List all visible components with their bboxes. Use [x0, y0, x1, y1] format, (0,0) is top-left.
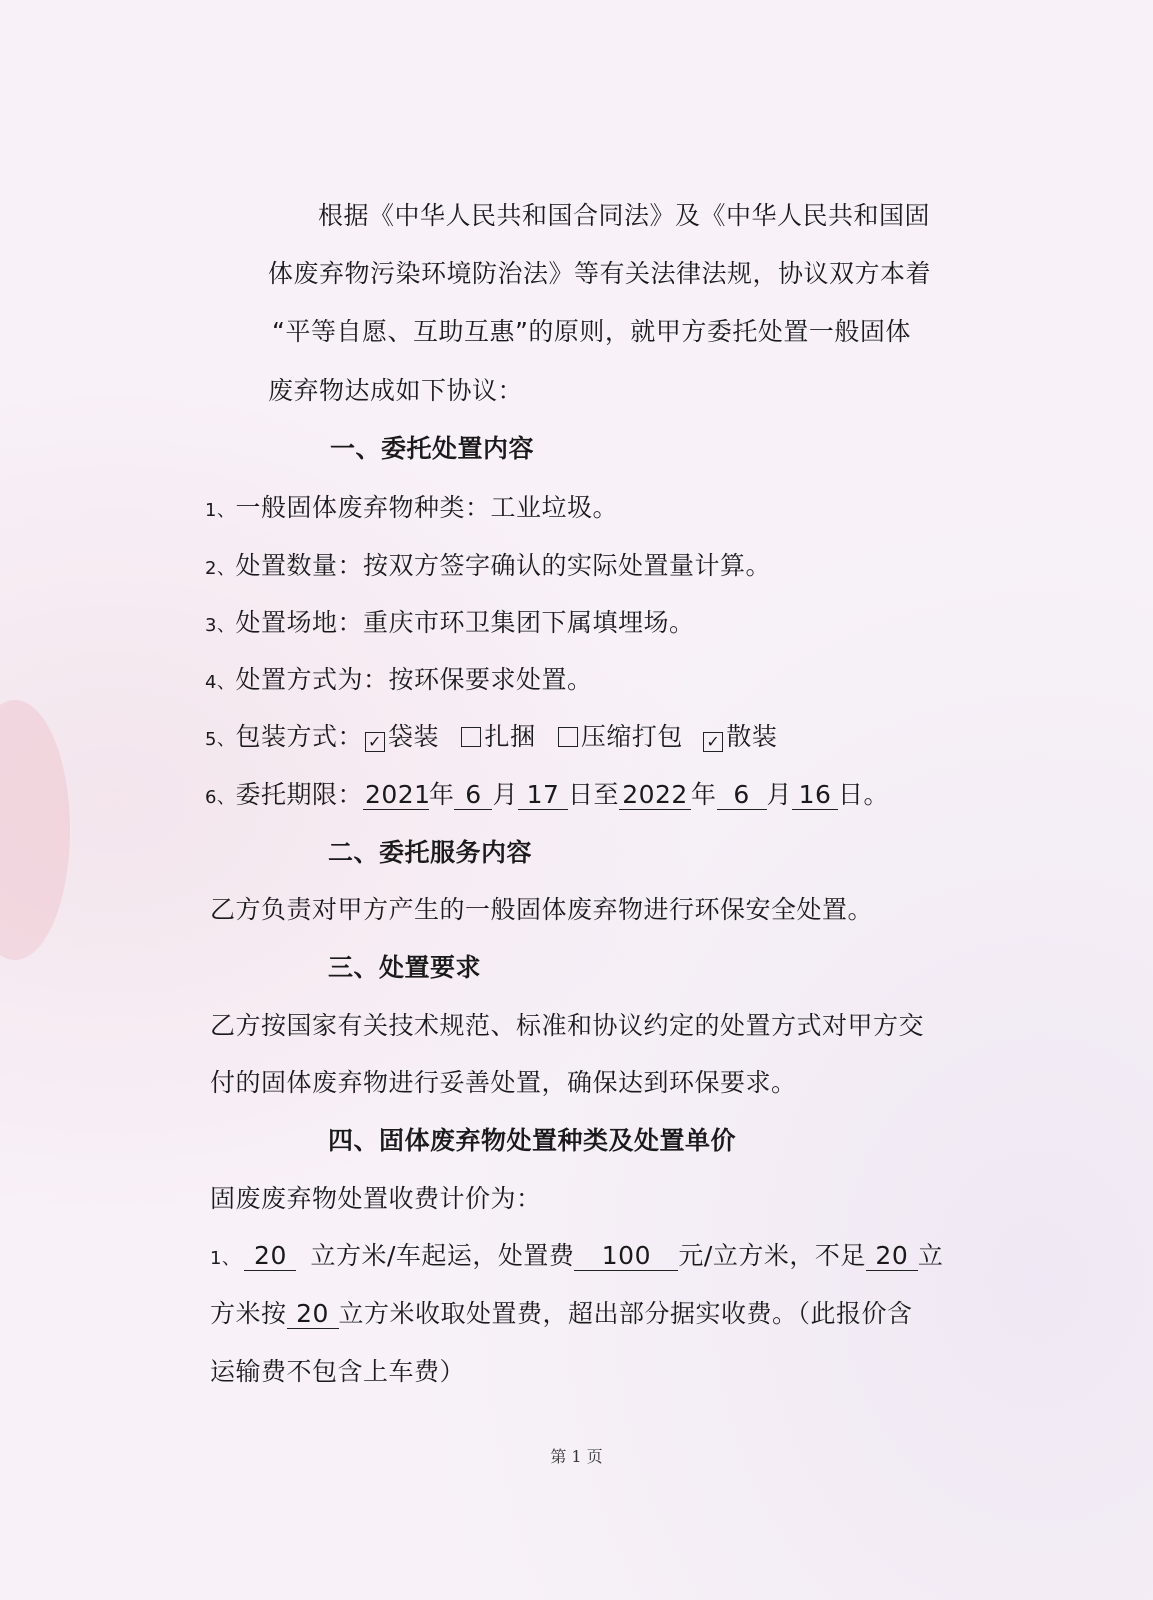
item-number: 5、 [205, 729, 236, 750]
option-bag-label: 袋装 [387, 722, 439, 751]
s1-item-2 [205, 550, 771, 585]
start-day: 17 [518, 781, 568, 810]
year-unit: 年 [428, 780, 455, 809]
checkbox-bag[interactable] [365, 732, 385, 752]
price-line-2 [210, 1298, 913, 1330]
checkbox-bundle[interactable] [461, 727, 481, 747]
item-text: 处置数量：按双方签字确认的实际处置量计算。 [235, 551, 771, 580]
end-month: 6 [717, 781, 767, 810]
s1-item-1 [205, 492, 618, 527]
price-text-2: 元/立方米，不足 [678, 1241, 866, 1270]
packaging-label: 包装方式： [235, 722, 363, 751]
month-unit: 月 [492, 780, 518, 809]
min-volume: 20 [244, 1242, 296, 1271]
min-charge-volume: 20 [866, 1242, 918, 1271]
price-line-1 [210, 1240, 943, 1275]
section-4-heading: 四、固体废弃物处置种类及处置单价 [328, 1126, 737, 1155]
start-month: 6 [454, 781, 492, 810]
start-year: 2021 [364, 780, 431, 809]
day-to: 日至 [568, 780, 620, 809]
intro-line-1: 根据《中华人民共和国合同法》及《中华人民共和国固 [318, 201, 931, 230]
option-bundle-label: 扎捆 [484, 722, 536, 751]
end-text: 日。 [838, 780, 890, 809]
section-1-heading: 一、委托处置内容 [330, 434, 535, 463]
intro-line-4: 废弃物达成如下协议： [268, 376, 524, 405]
item-text: 处置场地：重庆市环卫集团下属填埋场。 [235, 608, 695, 637]
price-line-3: 运输费不包含上车费） [210, 1357, 466, 1386]
item-text: 处置方式为：按环保要求处置。 [235, 665, 593, 694]
charge-volume: 20 [287, 1300, 339, 1329]
price-text-5: 立方米收取处置费，超出部分据实收费。（此报价含 [338, 1299, 913, 1328]
intro-line-2: 体废弃物污染环境防治法》等有关法律法规，协议双方本着 [268, 259, 932, 288]
section-2-text: 乙方负责对甲方产生的一般固体废弃物进行环保安全处置。 [210, 895, 874, 924]
red-stamp-bleed [0, 700, 70, 960]
section-3-line-1: 乙方按国家有关技术规范、标准和协议约定的处置方式对甲方交 [210, 1011, 925, 1040]
check-mark-icon: ✓ [706, 732, 721, 751]
price-text-4: 方米按 [210, 1299, 287, 1328]
page-number: 第 1 页 [550, 1447, 603, 1466]
section-3-heading: 三、处置要求 [328, 953, 482, 982]
item-number: 4、 [205, 672, 236, 693]
section-2-heading: 二、委托服务内容 [328, 838, 533, 867]
price-text-3: 立 [917, 1241, 944, 1270]
check-mark-icon: ✓ [368, 732, 382, 751]
item-number: 2、 [205, 558, 236, 579]
end-day: 16 [792, 781, 838, 810]
option-compress-label: 压缩打包 [580, 722, 683, 751]
s1-item-6-term [205, 779, 889, 814]
s1-item-3 [205, 607, 694, 642]
term-label: 委托期限： [235, 780, 363, 809]
item-text: 一般固体废弃物种类：工业垃圾。 [235, 493, 618, 522]
s1-item-5-packaging [205, 721, 777, 756]
section-3-line-2: 付的固体废弃物进行妥善处置，确保达到环保要求。 [210, 1068, 797, 1097]
price-text-1: 立方米/车起运，处置费 [310, 1241, 575, 1270]
checkbox-bulk[interactable] [703, 732, 723, 752]
year-unit: 年 [691, 780, 717, 809]
checkbox-compress-pack[interactable] [558, 727, 578, 747]
section-4-intro: 固废废弃物处置收费计价为： [210, 1184, 542, 1213]
unit-price: 100 [574, 1242, 678, 1271]
month-unit: 月 [766, 780, 793, 809]
s1-item-4 [205, 664, 592, 699]
item-number: 6、 [205, 787, 236, 808]
item-number: 1、 [210, 1248, 241, 1269]
item-number: 1、 [205, 500, 236, 521]
option-bulk-label: 散装 [726, 722, 778, 751]
intro-line-3: “平等自愿、互助互惠”的原则，就甲方委托处置一般固体 [272, 317, 911, 346]
item-number: 3、 [205, 615, 236, 636]
end-year: 2022 [619, 781, 691, 810]
